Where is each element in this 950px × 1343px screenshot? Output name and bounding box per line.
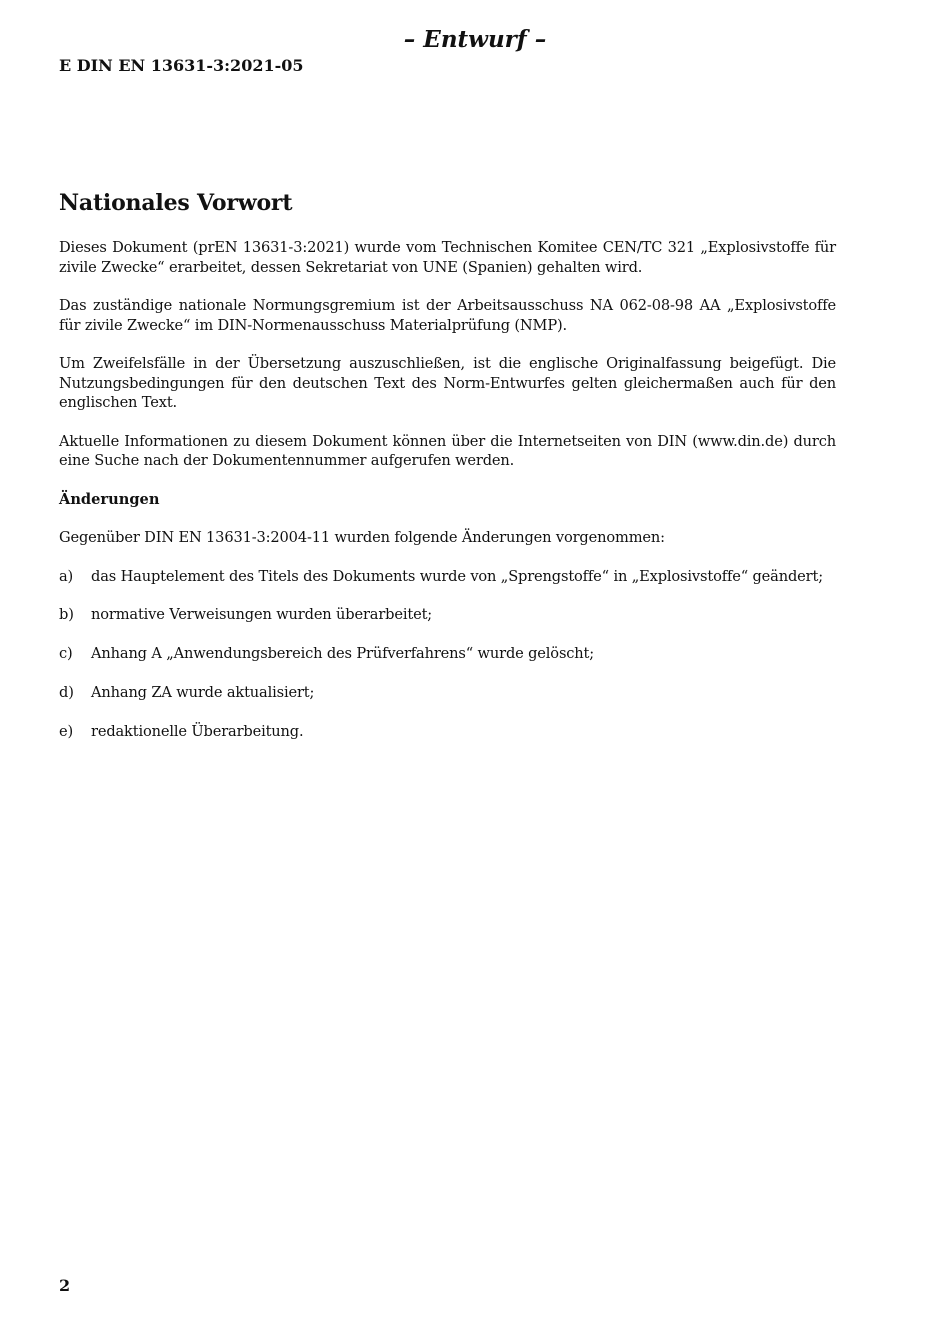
- list-item-text: redaktionelle Überarbeitung.: [91, 722, 304, 740]
- changes-intro: Gegenüber DIN EN 13631-3:2004-11 wurden folgende Änderungen vorgenommen:: [59, 529, 665, 546]
- changes-list: [59, 567, 836, 742]
- paragraph-translation: Um Zweifelsfälle in der Übersetzung auszuschließen, ist die englische Originalfassung beigefügt. Die Nutzungsbedingungen für den deutschen Text des Norm-Entwurfes gelten gleichermaßen auch für den englischen Text.: [59, 355, 836, 411]
- list-item-text: Anhang ZA wurde aktualisiert;: [91, 683, 315, 701]
- list-item-marker: c): [59, 645, 73, 663]
- list-item-text: Anhang A „Anwendungsbereich des Prüfverfahrens“ wurde gelöscht;: [91, 645, 595, 663]
- list-item-marker: e): [59, 722, 74, 740]
- list-item: [59, 567, 836, 587]
- paragraph-committee: Dieses Dokument (prEN 13631-3:2021) wurde vom Technischen Komitee CEN/TC 321 „Explosivstoffe für zivile Zwecke“ erarbeitet, dessen Sekretariat von UNE (Spanien) gehalten wird.: [59, 239, 836, 276]
- list-item: [59, 605, 836, 625]
- list-item-marker: b): [59, 606, 74, 624]
- document-id: E DIN EN 13631-3:2021-05: [59, 56, 304, 75]
- section-title: Nationales Vorwort: [59, 190, 293, 216]
- list-item: [59, 644, 836, 664]
- paragraph-national-body: Das zuständige nationale Normungsgremium ist der Arbeitsausschuss NA 062-08-98 AA „Explosivstoffe für zivile Zwecke“ im DIN-Normenausschuss Materialprüfung (NMP).: [59, 297, 836, 334]
- changes-heading: Änderungen: [59, 490, 160, 508]
- list-item-marker: d): [59, 683, 74, 701]
- list-item: [59, 722, 836, 742]
- list-item-marker: a): [59, 567, 74, 585]
- national-foreword-section: [59, 188, 836, 760]
- paragraph-information: Aktuelle Informationen zu diesem Dokument können über die Internetseiten von DIN (www.din.de) durch eine Suche nach der Dokumentennummer aufgerufen werden.: [59, 432, 836, 469]
- list-item-text: das Hauptelement des Titels des Dokuments wurde von „Sprengstoffe“ in „Explosivstoffe“ geändert;: [91, 567, 823, 585]
- list-item: [59, 683, 836, 703]
- draft-watermark-heading: – Entwurf –: [403, 26, 547, 53]
- list-item-text: normative Verweisungen wurden überarbeitet;: [91, 606, 433, 624]
- page-number: 2: [59, 1276, 71, 1295]
